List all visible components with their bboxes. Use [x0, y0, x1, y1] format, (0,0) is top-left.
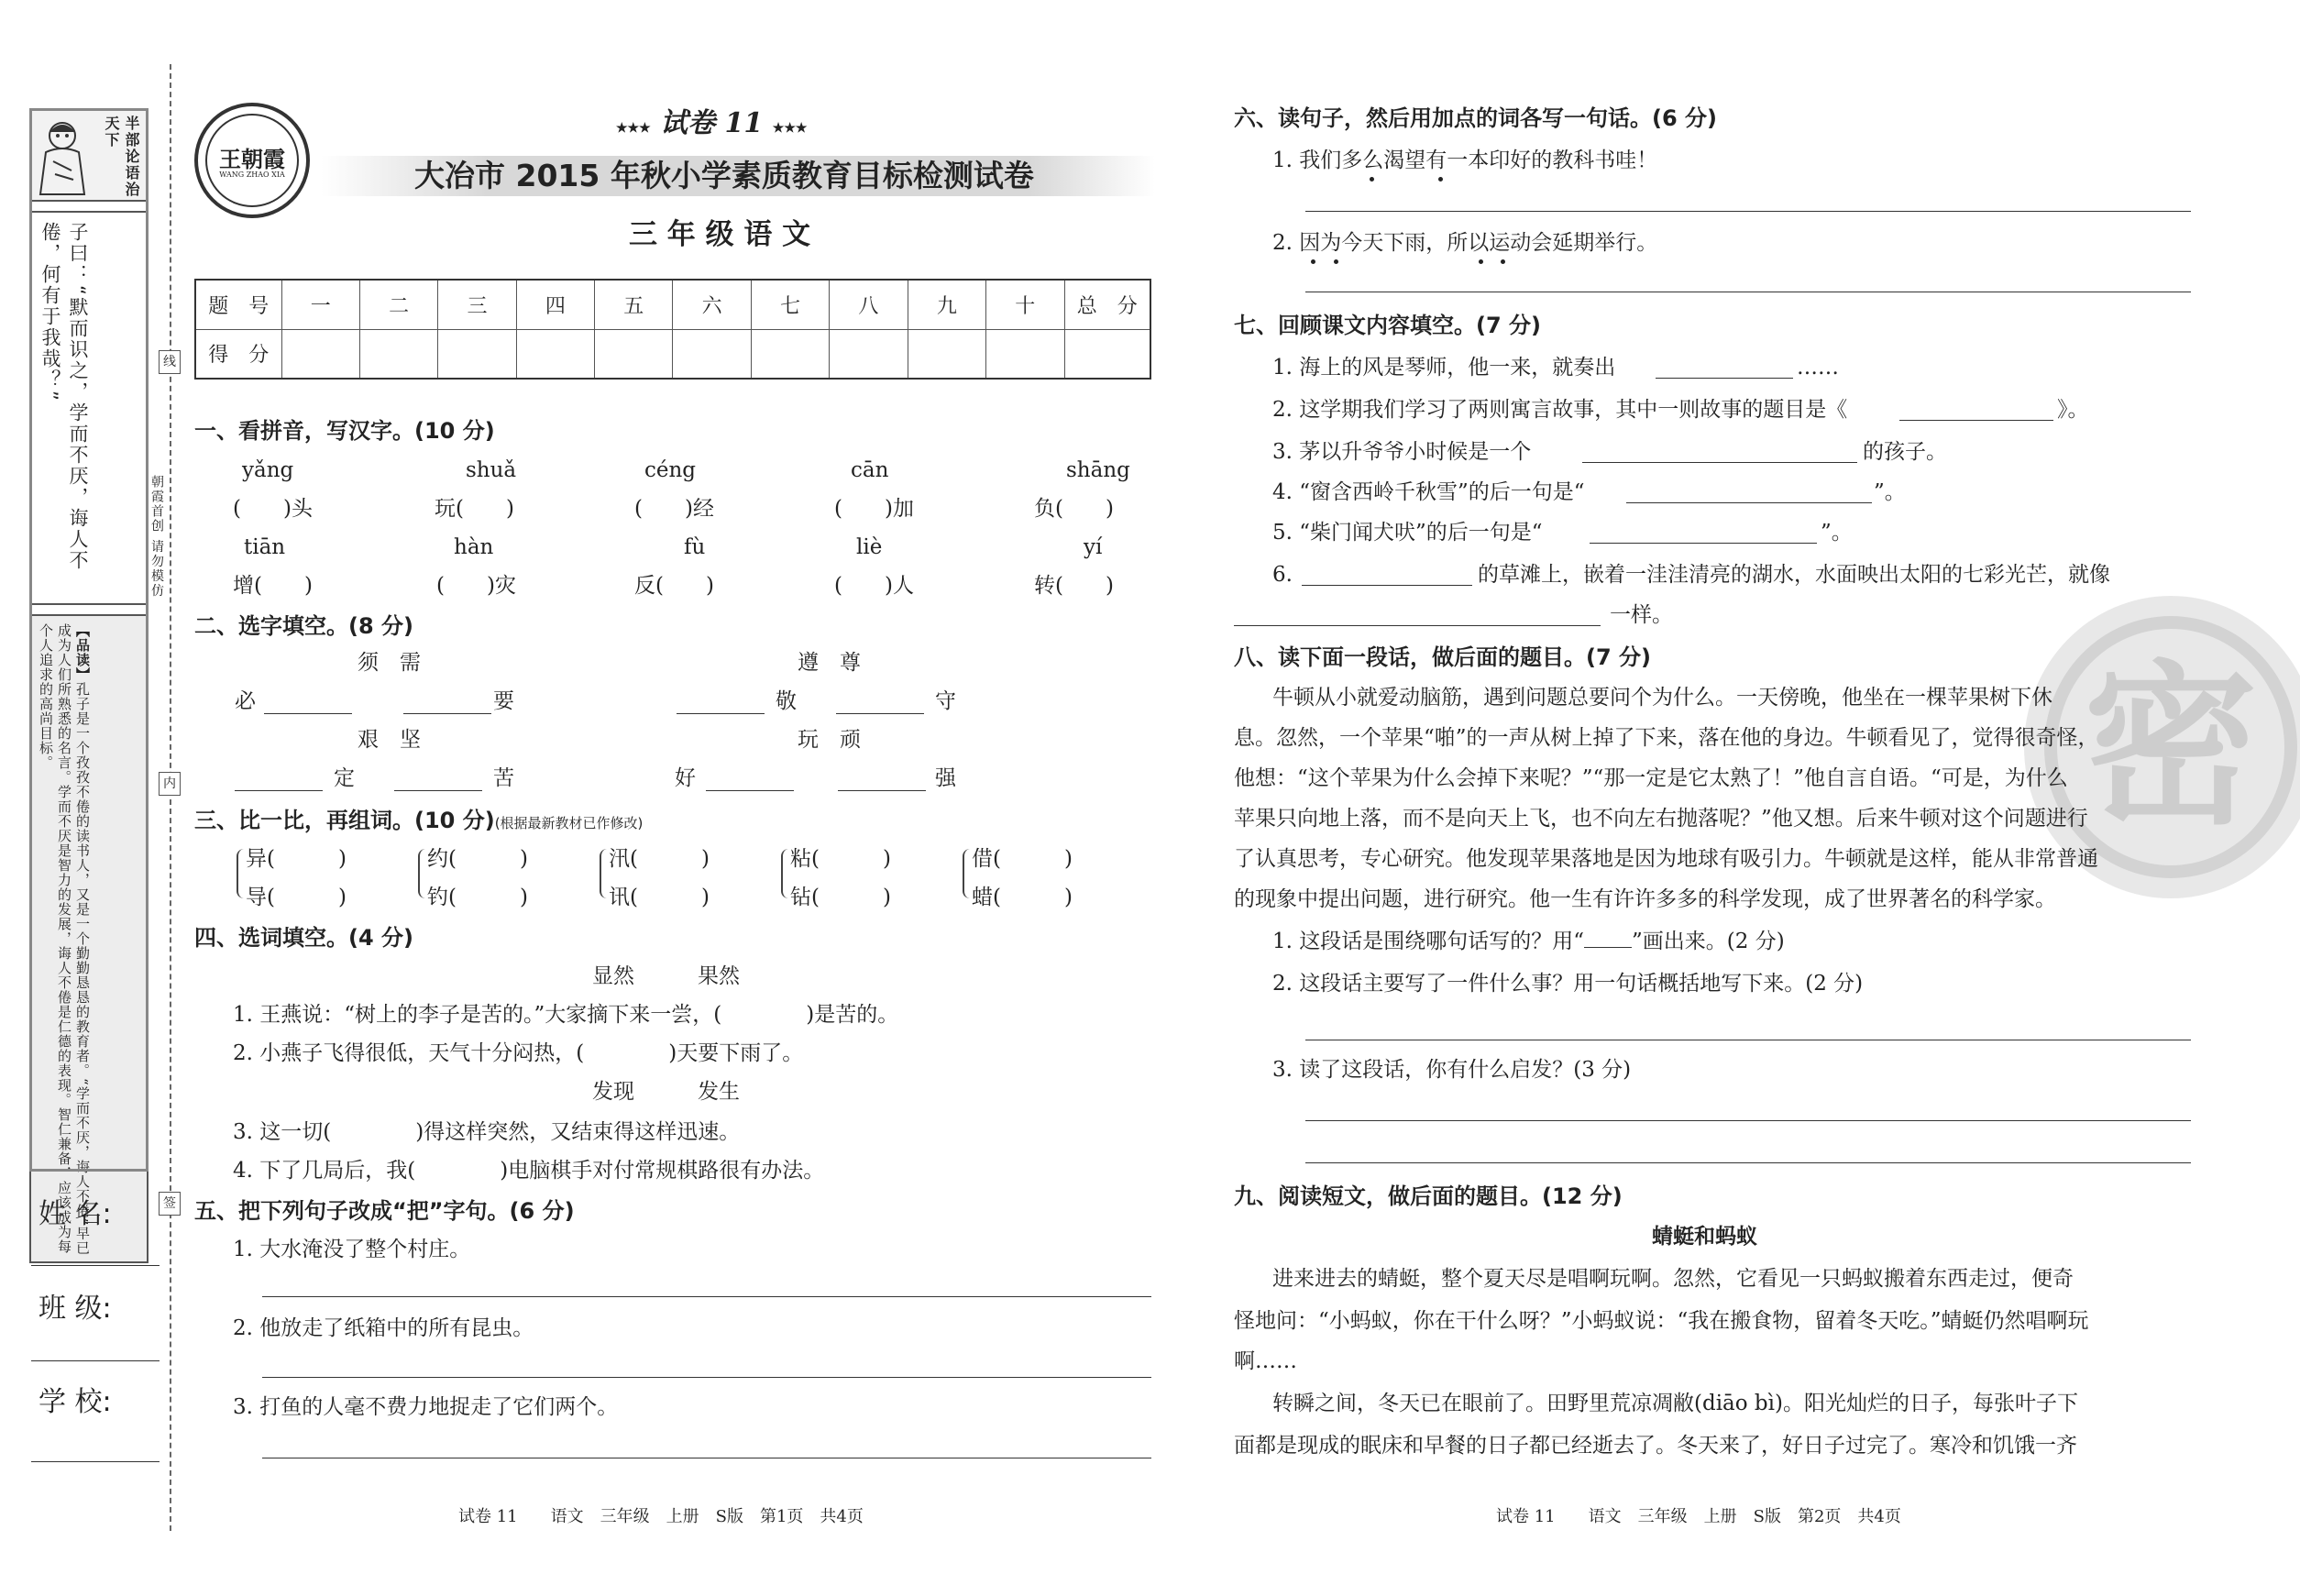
- q3-note: (根据最新教材已作修改): [494, 815, 644, 831]
- q8-underline-sample: [1584, 947, 1632, 948]
- q9-passage-line: 啊……: [1234, 1349, 1297, 1373]
- exam-subject: 三 年 级 语 文: [629, 218, 811, 251]
- q2-char-pair: 须 需: [358, 651, 421, 675]
- q7-item: 一样。: [1610, 603, 1673, 627]
- q1-blank[interactable]: 负( ): [1034, 497, 1114, 521]
- q2-word: 敬: [776, 689, 797, 713]
- paper-number: [616, 107, 808, 142]
- logo-badge: [194, 103, 310, 218]
- emphasis-dot: [1370, 177, 1374, 182]
- q2-word: 守: [935, 689, 956, 713]
- q1-blank[interactable]: 玩( ): [435, 497, 514, 521]
- q1-blank[interactable]: ( )头: [233, 497, 313, 521]
- sidebar-pindu-label: 【品读】: [74, 623, 91, 682]
- q7-blank[interactable]: [1626, 502, 1872, 503]
- emphasis-dot: [1501, 259, 1505, 264]
- score-input[interactable]: [359, 329, 437, 379]
- emphasis-dot: [1334, 259, 1338, 264]
- q5-sentence: 3. 打鱼的人毫不费力地捉走了它们两个。: [233, 1395, 619, 1419]
- q1-blank[interactable]: ( )经: [634, 497, 714, 521]
- school-field[interactable]: [31, 1461, 160, 1462]
- q1-blank[interactable]: ( )加: [834, 497, 914, 521]
- score-table-cell: 六: [673, 280, 751, 329]
- score-table-cell: 七: [751, 280, 829, 329]
- q1-blank[interactable]: ( )灾: [436, 574, 516, 598]
- q7-title: 七、回顾课文内容填空。(7 分): [1234, 313, 1541, 338]
- q3-item[interactable]: 钻( ): [790, 886, 891, 909]
- score-table-header-row: [195, 280, 1150, 329]
- q2-blank[interactable]: [838, 790, 926, 791]
- name-label: 姓 名:: [39, 1198, 112, 1230]
- q6-title: 六、读句子，然后用加点的词各写一句话。(6 分): [1234, 105, 1717, 131]
- school-label: 学 校:: [39, 1386, 112, 1418]
- q8-question: [1272, 928, 1785, 955]
- q8-answer-line[interactable]: [1305, 1162, 2191, 1163]
- q3-item[interactable]: 蜡( ): [972, 886, 1073, 909]
- q3-item[interactable]: 导( ): [246, 886, 347, 909]
- q9-title: 九、阅读短文，做后面的题目。(12 分): [1234, 1183, 1623, 1209]
- q7-item: ”。: [1874, 480, 1906, 504]
- q4-word-choices: 发现 发生: [592, 1080, 740, 1104]
- q8-passage-line: 息。忽然，一个苹果“啪”的一声从树上掉了下来，落在他的身边。牛顿看见了，觉得很奇怪，: [1234, 726, 2099, 750]
- logo-text: 王朝霞: [219, 147, 285, 172]
- q1-pinyin: yǎng: [242, 458, 294, 482]
- q4-sentence: 3. 这一切( )得这样突然，又结束得这样迅速。: [233, 1120, 741, 1144]
- q6-sentence: 2. 因为今天下雨，所以运动会延期举行。: [1272, 231, 1658, 255]
- score-table-cell: 五: [595, 280, 673, 329]
- q7-item: ”。: [1821, 521, 1853, 545]
- q2-word: 必: [235, 689, 256, 713]
- q2-blank[interactable]: [836, 713, 924, 714]
- watermark-char: 密: [2083, 645, 2258, 848]
- q2-blank[interactable]: [235, 790, 323, 791]
- seal-char-3: 签: [159, 1192, 181, 1216]
- q8-q1-text: 1. 这段话是围绕哪句话写的？用“: [1272, 930, 1585, 953]
- q1-blank[interactable]: 转( ): [1034, 574, 1114, 598]
- q8-question: 3. 读了这段话，你有什么启发？(3 分): [1272, 1058, 1632, 1082]
- q5-sentence: 2. 他放走了纸箱中的所有昆虫。: [233, 1316, 534, 1340]
- seal-char-1: 线: [159, 350, 181, 374]
- q5-title: 五、把下列句子改成“把”字句。(6 分): [194, 1198, 575, 1224]
- q7-item: 6.: [1272, 563, 1293, 587]
- seal-char-2: 内: [159, 772, 181, 796]
- q1-pinyin: shāng: [1066, 458, 1130, 482]
- fold-line: [170, 64, 171, 1531]
- score-table-cell: 四: [516, 280, 594, 329]
- q2-word: 强: [935, 766, 956, 790]
- q1-pinyin: shuǎ: [466, 458, 517, 482]
- class-field[interactable]: [31, 1360, 160, 1361]
- emphasis-dot: [1438, 177, 1443, 182]
- q2-word: 苦: [493, 766, 514, 790]
- q4-sentence: 1. 王燕说：“树上的李子是苦的。”大家摘下来一尝，( )是苦的。: [233, 1003, 899, 1027]
- q8-passage-line: 的现象中提出问题，进行研究。他一生有许许多多的科学发现，成了世界著名的科学家。: [1234, 887, 2056, 911]
- q9-passage-line: 转瞬之间，冬天已在眼前了。田野里荒凉凋敝(diāo bì)。阳光灿烂的日子，每张叶子下: [1272, 1392, 2078, 1415]
- stars-right: ★★★: [772, 121, 808, 136]
- sidebar-motto-short: 半部论语治天下: [103, 116, 140, 198]
- score-table-cell: 总 分: [1064, 280, 1150, 329]
- q3-item[interactable]: 讯( ): [609, 886, 710, 909]
- q7-item: 》。: [2057, 398, 2089, 422]
- q6-answer-line[interactable]: [1305, 211, 2191, 212]
- score-table-cell: 题 号: [195, 280, 281, 329]
- score-input[interactable]: [908, 329, 985, 379]
- q1-pinyin: cān: [851, 458, 889, 482]
- q3-item[interactable]: 汛( ): [609, 847, 710, 871]
- logo-subtext: WANG ZHAO XIA: [219, 171, 285, 179]
- score-table-cell: 十: [986, 280, 1064, 329]
- q2-char-pair: 遵 尊: [798, 651, 861, 675]
- q4-sentence: 4. 下了几局后，我( )电脑棋手对付常规棋路很有办法。: [233, 1159, 825, 1183]
- footer-right: 试卷 11 语文 三年级 上册 S版 第2页 共4页: [1496, 1507, 1901, 1526]
- q9-passage-line: 怪地问：“小蚂蚁，你在干什么呀？”小蚂蚁说：“我在搬食物，留着冬天吃。”蜻蜓仍然唱啊玩: [1234, 1309, 2089, 1333]
- score-input[interactable]: [516, 329, 594, 379]
- score-input[interactable]: [751, 329, 829, 379]
- q9-passage-line: 进来进去的蜻蜓，整个夏天尽是唱啊玩啊。忽然，它看见一只蚂蚁搬着东西走过，便奇: [1272, 1267, 2074, 1291]
- q7-item: 的草滩上，嵌着一洼洼清亮的湖水，水面映出太阳的七彩光芒，就像: [1478, 563, 2110, 587]
- stars-left: ★★★: [616, 121, 651, 136]
- q1-blank[interactable]: 反( ): [634, 574, 714, 598]
- q3-item[interactable]: 粘( ): [790, 847, 891, 871]
- q2-char-pair: 艰 坚: [358, 728, 421, 752]
- q8-passage-line: 了认真思考，专心研究。他发现苹果落地是因为地球有吸引力。牛顿就是这样，能从非常普通: [1234, 847, 2098, 871]
- q1-pinyin: tiān: [244, 535, 286, 559]
- score-input[interactable]: [986, 329, 1064, 379]
- q2-blank[interactable]: [394, 790, 482, 791]
- q1-pinyin: fù: [684, 535, 706, 559]
- q7-item: 2. 这学期我们学习了两则寓言故事，其中一则故事的题目是《: [1272, 398, 1848, 422]
- class-label: 班 级:: [39, 1293, 112, 1325]
- q8-passage-line: 苹果只向地上落，而不是向天上飞，也不向左右抛落呢？”他又想。后来牛顿对这个问题进行: [1234, 807, 2088, 831]
- q1-blank[interactable]: ( )人: [834, 574, 914, 598]
- score-table-score-row: [195, 329, 1150, 379]
- q2-blank[interactable]: [264, 713, 352, 714]
- q7-blank[interactable]: [1582, 462, 1857, 463]
- q8-answer-line[interactable]: [1305, 1120, 2191, 1121]
- score-table-cell: 二: [359, 280, 437, 329]
- q7-blank[interactable]: [1590, 543, 1817, 544]
- score-input[interactable]: [830, 329, 908, 379]
- q1-blank[interactable]: 增( ): [233, 574, 313, 598]
- q2-blank[interactable]: [677, 713, 765, 714]
- score-input[interactable]: [438, 329, 516, 379]
- exam-title: 大冶市 2015 年秋小学素质教育目标检测试卷: [414, 158, 1034, 193]
- q7-blank[interactable]: [1302, 585, 1472, 586]
- q8-question: 2. 这段话主要写了一件什么事？用一句话概括地写下来。(2 分): [1272, 972, 1864, 996]
- q1-pinyin: hàn: [454, 535, 494, 559]
- q5-sentence: 1. 大水淹没了整个村庄。: [233, 1238, 471, 1261]
- q7-item: 3. 茅以升爷爷小时候是一个: [1272, 440, 1532, 464]
- q2-title: 二、选字填空。(8 分): [194, 613, 413, 639]
- footer-left: 试卷 11 语文 三年级 上册 S版 第1页 共4页: [458, 1507, 864, 1526]
- q8-q1-text-end: ”画出来。(2 分): [1632, 930, 1785, 953]
- q7-item: 4. “窗含西岭千秋雪”的后一句是“: [1272, 480, 1585, 504]
- q2-word: 好: [675, 766, 696, 790]
- q3-item[interactable]: 约( ): [427, 847, 528, 871]
- q7-blank[interactable]: [1234, 625, 1601, 626]
- q3-title: [194, 807, 643, 837]
- score-input[interactable]: [1064, 329, 1150, 379]
- q2-blank[interactable]: [706, 790, 794, 791]
- q3-item[interactable]: 钓( ): [427, 886, 528, 909]
- q7-item: 5. “柴门闻犬吠”的后一句是“: [1272, 521, 1543, 545]
- score-table-cell: 三: [438, 280, 516, 329]
- score-input[interactable]: [673, 329, 751, 379]
- q1-pinyin: yí: [1084, 535, 1103, 559]
- q2-char-pair: 玩 顽: [798, 728, 861, 752]
- score-table-cell: 一: [281, 280, 359, 329]
- copyright-notice: 朝霞首创 请勿模仿: [149, 475, 164, 599]
- q8-passage-line: 他想：“这个苹果为什么会掉下来呢？”“那一定是它太熟了！”他自言自语。“可是，为什么: [1234, 766, 2068, 790]
- q3-item[interactable]: 异( ): [246, 847, 347, 871]
- q1-pinyin: liè: [856, 535, 883, 559]
- q2-word: 定: [334, 766, 355, 790]
- q9-passage-line: 面都是现成的眠床和早餐的日子都已经逝去了。冬天来了，好日子过完了。寒冷和饥饿一齐: [1234, 1434, 2077, 1458]
- sidebar-left-border: [29, 108, 149, 1172]
- score-input[interactable]: [595, 329, 673, 379]
- q4-word-choices: 显然 果然: [592, 964, 740, 988]
- score-table-cell: 得 分: [195, 329, 281, 379]
- emphasis-dot: [1311, 259, 1315, 264]
- q2-word: 要: [493, 689, 514, 713]
- q7-item: 的孩子。: [1863, 440, 1947, 464]
- q7-blank[interactable]: [1656, 378, 1793, 379]
- q4-title: 四、选词填空。(4 分): [194, 925, 413, 951]
- q7-blank[interactable]: [1899, 420, 2053, 421]
- score-table-cell: 九: [908, 280, 985, 329]
- q4-sentence: 2. 小燕子飞得很低，天气十分闷热，( )天要下雨了。: [233, 1041, 804, 1065]
- emphasis-dot: [1479, 259, 1483, 264]
- q1-title: 一、看拼音，写汉字。(10 分): [194, 418, 495, 444]
- sidebar-pindu-text: 孔子是一个孜孜不倦的读书人，又是一个勤勤恳恳的教育者。“学而不厌，诲人不倦”早已成为人们所熟悉的名言。学而不厌是智力的发展，诲人不倦是仁德的表现。智仁兼备，应该成为每个人追求的高尚目标。: [38, 623, 91, 1256]
- q5-answer-line[interactable]: [262, 1296, 1151, 1297]
- score-table-cell: 八: [830, 280, 908, 329]
- score-table: [194, 279, 1151, 380]
- q6-sentence: 1. 我们多么渴望有一本印好的教科书哇！: [1272, 149, 1658, 172]
- q8-passage-line: 牛顿从小就爱动脑筋，遇到问题总要问个为什么。一天傍晚，他坐在一棵苹果树下休: [1272, 686, 2052, 710]
- score-input[interactable]: [281, 329, 359, 379]
- sidebar-quote: 子曰：“默而识之，学而不厌，诲人不倦，何有于我哉？”: [39, 222, 89, 571]
- q1-pinyin: céng: [644, 458, 697, 482]
- q9-story-title: 蜻蜓和蚂蚁: [1652, 1225, 1757, 1249]
- q3-item[interactable]: 借( ): [972, 847, 1073, 871]
- q7-item: ……: [1797, 356, 1839, 380]
- name-field[interactable]: [31, 1265, 160, 1266]
- q7-item: 1. 海上的风是琴师，他一来，就奏出: [1272, 356, 1616, 380]
- q2-blank[interactable]: [403, 713, 491, 714]
- paper-number-text: 试卷 11: [660, 107, 764, 139]
- q5-answer-line[interactable]: [262, 1377, 1151, 1378]
- q8-title: 八、读下面一段话，做后面的题目。(7 分): [1234, 644, 1651, 670]
- q3-title-text: 三、比一比，再组词。(10 分): [194, 808, 495, 833]
